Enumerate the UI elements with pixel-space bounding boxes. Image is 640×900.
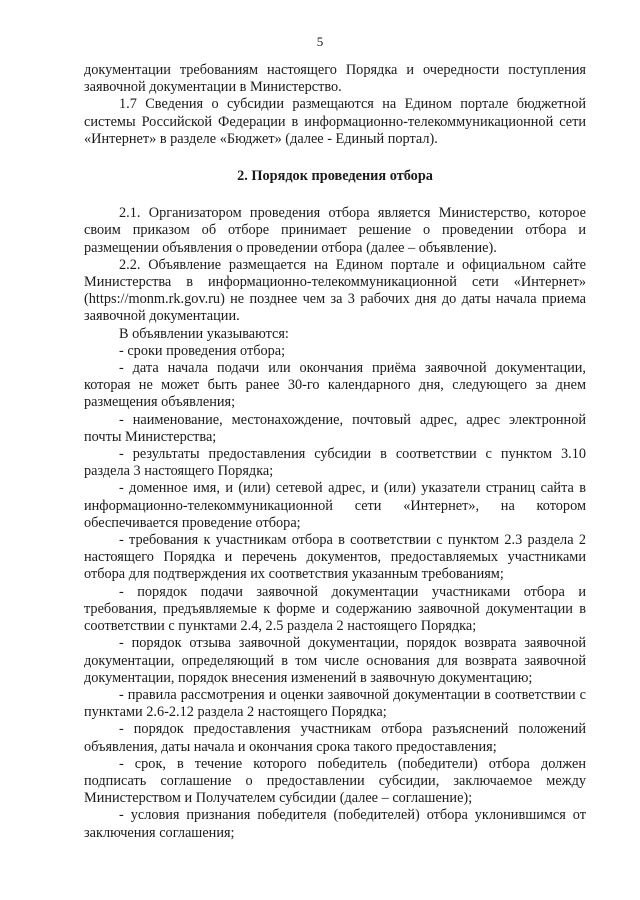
paragraph: 2.1. Организатором проведения отбора является Министерство, которое своим приказом об отборе принимает решение о проведении отбора и размещении объявления о проведении отбора (далее – объявление). <box>84 205 586 256</box>
paragraph: 2.2. Объявление размещается на Едином портале и официальном сайте Министерства в информационно-телекоммуникационной сети «Интернет» (https://monm.rk.gov.ru) не позднее чем за 3 рабочих дня до даты начала приема заявочной документации. <box>84 256 586 325</box>
list-item: - наименование, местонахождение, почтовый адрес, адрес электронной почты Министерства; <box>84 411 586 445</box>
list-item: - порядок предоставления участникам отбора разъяснений положений объявления, даты начала и окончания срока такого предоставления; <box>84 721 586 755</box>
paragraph: документации требованиям настоящего Порядка и очередности поступления заявочной документации в Министерство. <box>84 62 586 96</box>
list-item: - требования к участникам отбора в соответствии с пунктом 2.3 раздела 2 настоящего Порядка и перечень документов, предоставляемых участниками отбора для подтверждения их соответствия указанным требованиям; <box>84 532 586 583</box>
list-item: - порядок отзыва заявочной документации, порядок возврата заявочной документации, определяющий в том числе основания для возврата заявочной документации, порядок внесения изменений в заявочную документацию; <box>84 635 586 686</box>
list-item: - сроки проведения отбора; <box>119 342 286 359</box>
section-heading: 2. Порядок проведения отбора <box>237 168 433 185</box>
paragraph: В объявлении указываются: <box>119 325 289 342</box>
list-item: - условия признания победителя (победителей) отбора уклонившимся от заключения соглашения; <box>84 807 586 841</box>
list-item: - доменное имя, и (или) сетевой адрес, и (или) указатели страниц сайта в информационно-телекоммуникационной сети «Интернет», на котором обеспечивается проведение отбора; <box>84 480 586 531</box>
list-item: - результаты предоставления субсидии в соответствии с пунктом 3.10 раздела 3 настоящего Порядка; <box>84 446 586 480</box>
page-number: 5 <box>316 34 324 49</box>
list-item: - порядок подачи заявочной документации участниками отбора и требования, предъявляемые к форме и содержанию заявочной документации в соответствии с пунктами 2.4, 2.5 раздела 2 настоящего Порядка; <box>84 583 586 635</box>
list-item: - дата начала подачи или окончания приёма заявочной документации, которая не может быть ранее 30-го календарного дня, следующего за днем размещения объявления; <box>84 360 586 411</box>
document-body <box>84 62 586 842</box>
list-item: - правила рассмотрения и оценки заявочной документации в соответствии с пунктами 2.6-2.12 раздела 2 настоящего Порядка; <box>84 686 586 721</box>
list-item: - срок, в течение которого победитель (победители) отбора должен подписать соглашение о предоставлении субсидии, заключаемое между Министерством и Получателем субсидии (далее – соглашение); <box>84 755 586 807</box>
paragraph: 1.7 Сведения о субсидии размещаются на Едином портале бюджетной системы Российской Федерации в информационно-телекоммуникационной сети «Интернет» в разделе «Бюджет» (далее - Единый портал). <box>84 96 586 147</box>
